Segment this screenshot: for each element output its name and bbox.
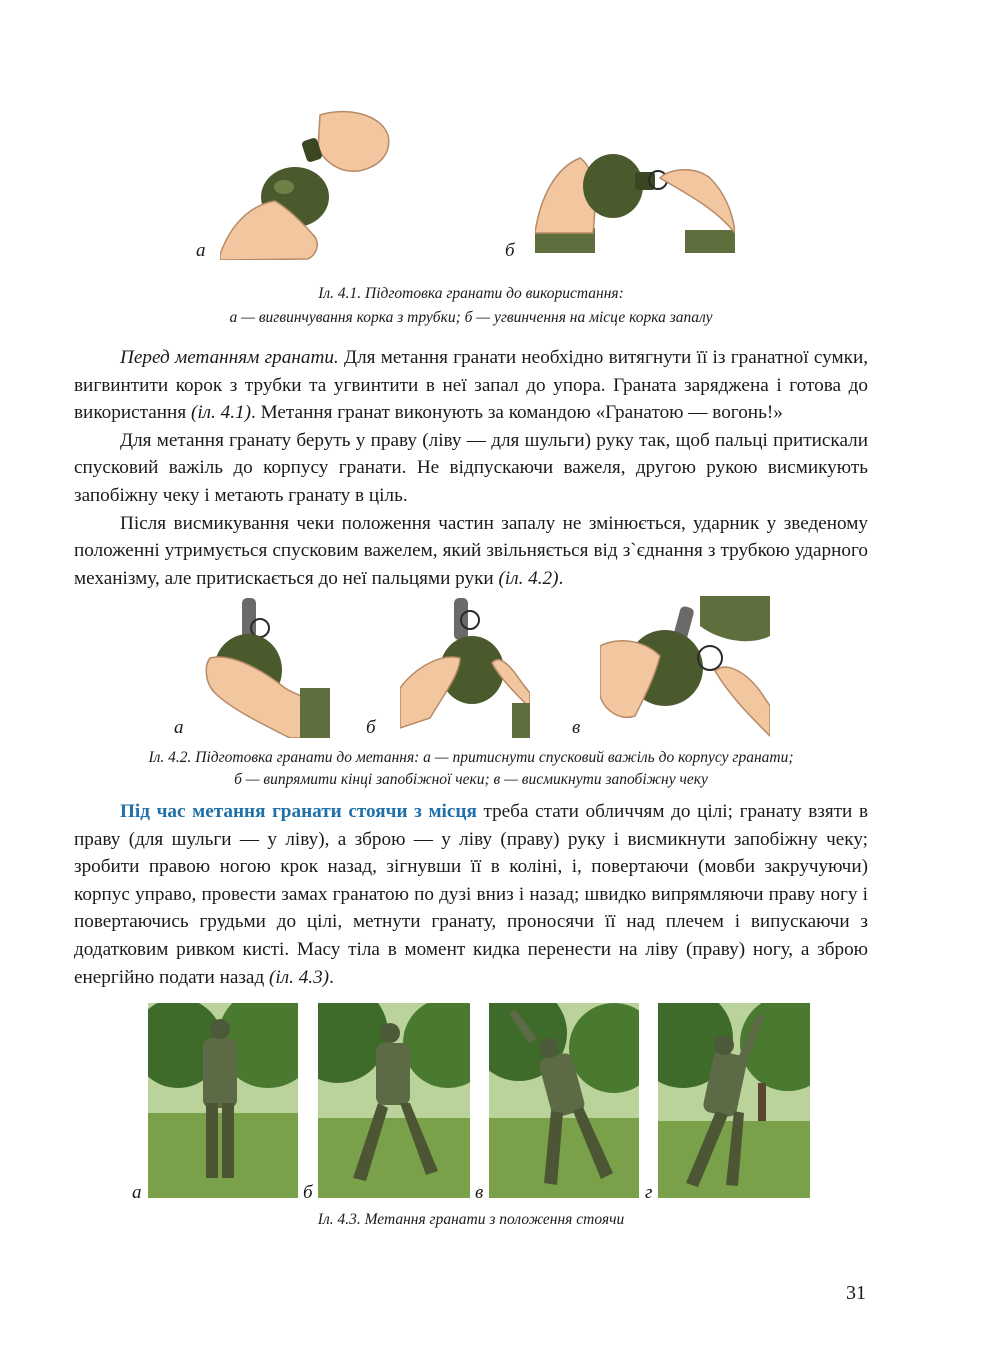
- paragraph-grip: Для метання гранату беруть у праву (ліву — для шульги) руку так, щоб пальці притискали спусковий важіль до корпусу гранати. Не відпускаючи важеля, другою рукою висмикують запобіжну чеку і метають гранату в ціль.: [74, 429, 868, 506]
- text-block-1: [74, 344, 868, 592]
- figure-4-1-label-b: б: [505, 240, 515, 261]
- photo-4-3-b: [318, 1003, 470, 1198]
- figure-4-2-label-v: в: [572, 717, 581, 738]
- figure-4-3-label-v: в: [475, 1182, 484, 1203]
- paragraph-text: . Метання гранат виконують за командою «Гранатою — вогонь!»: [251, 402, 783, 424]
- text-block-2: [74, 798, 868, 991]
- figure-4-1-caption-line2: а — вигвинчування корка з трубки; б — угвинчення на місце корка запалу: [229, 309, 713, 326]
- illustration-4-1-a: [220, 105, 400, 260]
- figure-4-2-caption-line1: Іл. 4.2. Підготовка гранати до метання: а — притиснути спусковий важіль до корпусу гранати;: [148, 749, 794, 766]
- paragraph-standing-throw: [74, 798, 868, 991]
- figure-4-2-caption-line2: б — випрямити кінці запобіжної чеки; в — висмикнути запобіжну чеку: [234, 771, 708, 788]
- paragraph-text: .: [329, 966, 334, 988]
- figure-4-3-caption: Іл. 4.3. Метання гранати з положення стоячи: [317, 1211, 625, 1228]
- paragraph-text: треба стати обличчям до цілі; гранату взяти в праву (для шульги — у ліву), а зброю — у ліву (праву) руку і висмикнути запобіжну чеку; зробити правою ногою крок назад, зігнувши її в коліні, і, повертаючи (мовби закручуючи) корпус управо, провести замах гранатою по дузі вниз і назад; швидко випрямляючи праву ногу і повертаючись грудьми до цілі, метнути гранату, проносячи її над плечем і випускаючи з додатковим ривком кисті. Масу тіла в момент кидка перенести на ліву (праву) ногу, а зброю енергійно подати назад: [74, 801, 868, 988]
- figure-4-3-label-a: а: [132, 1182, 142, 1203]
- figure-4-3-label-b: б: [303, 1182, 313, 1203]
- illustration-4-2-b: [400, 598, 530, 738]
- paragraph-text: .: [558, 567, 564, 589]
- highlighted-term: Під час метання гранати стоячи з місця: [120, 801, 477, 822]
- photo-4-3-v: [489, 1003, 639, 1198]
- photo-4-3-a: [148, 1003, 298, 1198]
- figure-reference: (іл. 4.2): [498, 567, 559, 589]
- figure-4-2-label-b: б: [366, 717, 376, 738]
- illustration-4-1-b: [535, 138, 735, 253]
- paragraph-lead-before-throwing: Перед метанням гранати.: [120, 347, 339, 368]
- figure-4-1-caption-line1: Іл. 4.1. Підготовка гранати до використання:: [318, 285, 624, 302]
- paragraph-text: Для метання гранати необхідно витягнути її із гранатної сумки, вигвинтити корок з трубки та угвинтити в неї запал до упора. Граната заряджена і готова до використання: [74, 347, 869, 424]
- illustration-4-2-a: [200, 598, 330, 738]
- paragraph-before-throwing: [74, 344, 868, 427]
- paragraph-text: Після висмикування чеки положення частин запалу не змінюється, ударник у зведеному положенні утримується спусковим важелем, який звільняється від з`єднання з трубкою ударного механізму, але притискається до неї пальцями руки: [74, 512, 868, 589]
- illustration-4-2-v: [600, 596, 770, 741]
- figure-4-3-label-g: г: [645, 1182, 653, 1203]
- figure-4-1-label-a: а: [196, 240, 206, 261]
- page-number: 31: [846, 1282, 866, 1304]
- paragraph-pin-removal: [74, 510, 868, 593]
- figure-4-2-label-a: а: [174, 717, 184, 738]
- figure-reference: (іл. 4.1): [190, 402, 252, 424]
- figure-reference: (іл. 4.3): [269, 966, 330, 988]
- photo-4-3-g: [658, 1003, 810, 1198]
